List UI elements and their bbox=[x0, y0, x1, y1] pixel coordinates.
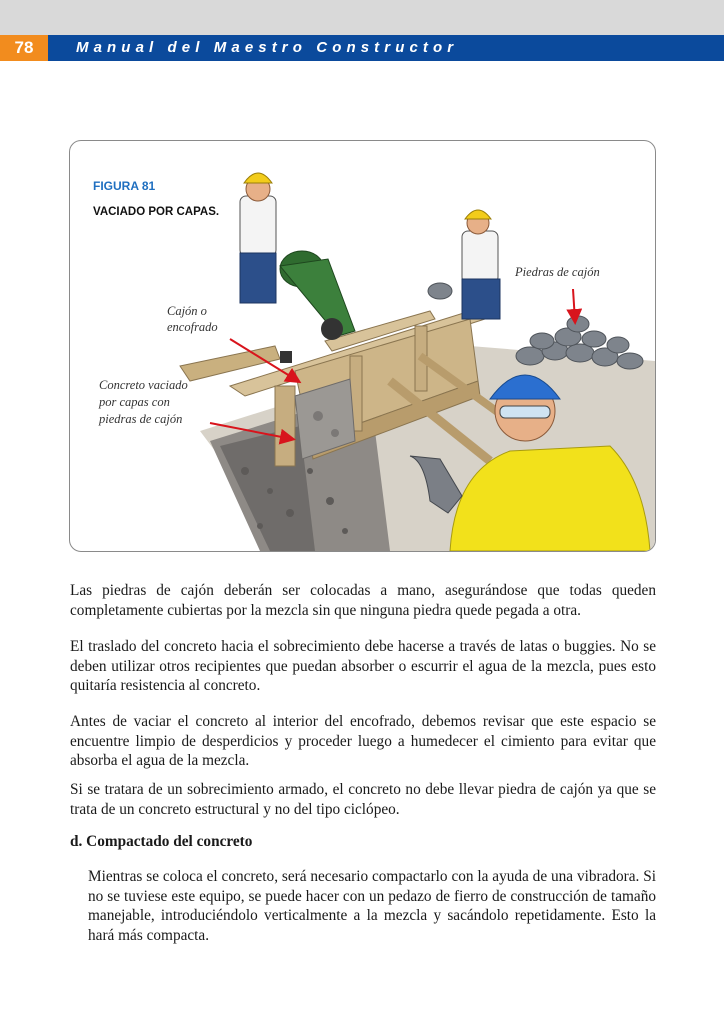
label-concreto-line1: Concreto vaciado bbox=[99, 378, 188, 392]
paragraph-1: Las piedras de cajón deberán ser colocadas a mano, asegurándose que todas queden completamente cubiertas por la mezcla sin que ninguna piedra quede pegada a otra. bbox=[70, 582, 656, 619]
figure-caption: VACIADO POR CAPAS. bbox=[93, 206, 220, 218]
figure-number: FIGURA 81 bbox=[93, 179, 156, 193]
label-arrows bbox=[70, 141, 655, 551]
label-concreto-line3: piedras de cajón bbox=[99, 412, 183, 426]
arrow-concreto bbox=[210, 423, 292, 439]
top-margin-band bbox=[0, 0, 724, 35]
section-paragraph: Mientras se coloca el concreto, será necesario compactarlo con la ayuda de una vibradora. Si no se tuviese este equipo, se puede hacer con un pedazo de fierro de construcción de tamaño manejable, introduciéndolo verticalmente a la mezcla y sacándolo repetidamente. Esto la hará más compacta. bbox=[88, 868, 656, 944]
label-cajon-line2: encofrado bbox=[167, 320, 218, 334]
label-piedras-de-cajon: Piedras de cajón bbox=[515, 265, 600, 279]
figure-box bbox=[69, 140, 656, 552]
arrow-piedras bbox=[573, 289, 575, 321]
running-title: Manual del Maestro Constructor bbox=[76, 39, 459, 56]
paragraph-4: Si se tratara de un sobrecimiento armado, el concreto no debe llevar piedra de cajón ya que se trata de un concreto estructural y no del tipo ciclópeo. bbox=[70, 781, 656, 818]
label-cajon-line1: Cajón o bbox=[167, 304, 207, 318]
paragraph-3: Antes de vaciar el concreto al interior del encofrado, debemos revisar que este espacio se encuentre limpio de desperdicios y proceder luego a humedecer el cimiento para evitar que absorba el agua de la mezcla. bbox=[70, 713, 656, 769]
arrow-cajon bbox=[230, 339, 298, 381]
page-number: 78 bbox=[0, 35, 48, 61]
section-heading: d. Compactado del concreto bbox=[70, 833, 253, 850]
label-concreto-line2: por capas con bbox=[99, 395, 170, 409]
page-header bbox=[0, 35, 724, 61]
paragraph-2: El traslado del concreto hacia el sobrecimiento debe hacerse a través de latas o buggies. No se deben utilizar otros recipientes que puedan absorber o escurrir el agua de la mezcla, pues esto quitaría resistencia al concreto. bbox=[70, 638, 656, 694]
